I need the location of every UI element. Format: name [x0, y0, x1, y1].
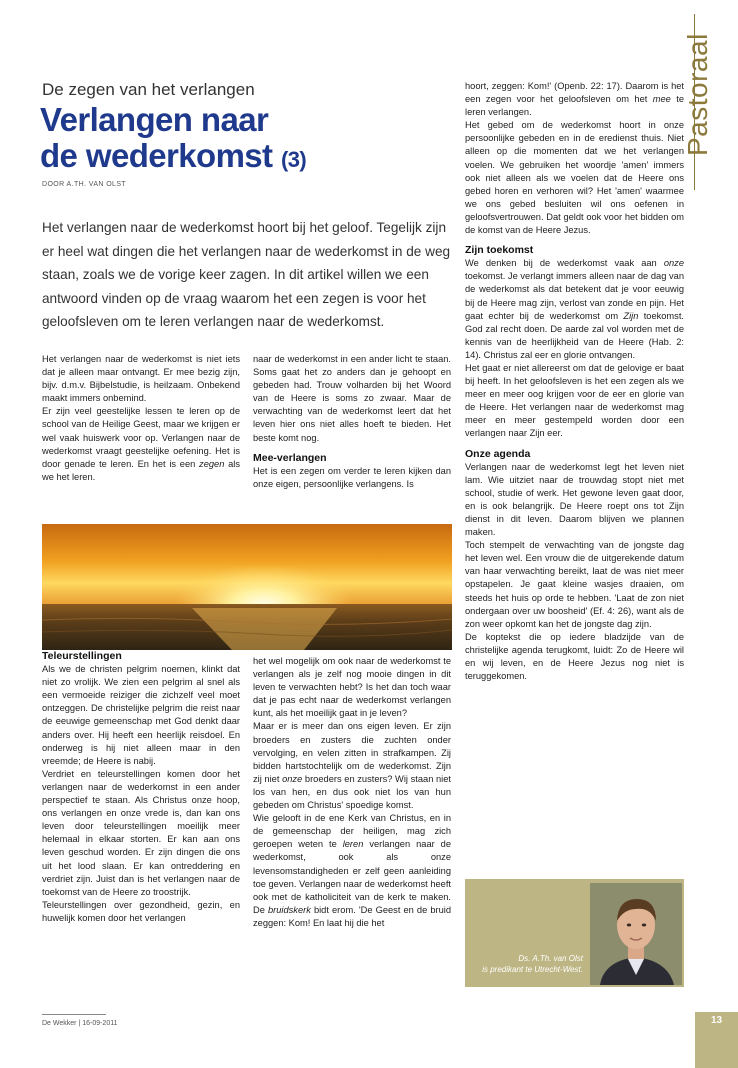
title-line-2-text: de wederkomst: [40, 137, 273, 174]
paragraph: het wel mogelijk om ook naar de wederkomst te verlangen als je zelf nog mooie dingen in dit leven te verwachten hebt? Is het dan toch waar dat je pas echt naar de wederkomst verlangen kunt, als het moeilijk gaat in je leven?: [253, 656, 451, 719]
sunset-illustration: [42, 524, 452, 650]
text: toekomst. God zal recht doen. De aarde zal vol worden met de kennis van de heerlijkheid van de Heere (Hab. 2: 14). Christus zal eer en glorie ontvangen.: [465, 310, 684, 360]
paragraph: Toch stempelt de verwachting van de jongste dag het leven wel. Een vrouw die de uitgerekende datum van haar verwachting bereikt, laat de was niet meer opstapelen. Je gaat kleine wasjes draaien, om steeds het huis op orde te hebben. 'Laat de zon niet ondergaan over uw boosheid' (Ef. 4: 26), want als de zon weer opkomt kan het de jongste dag zijn.: [465, 540, 684, 629]
text: verlangen naar de wederkomst, ook als onze levensomstandigheden er zelf geen aanleiding toe geven. Verlangen naar de wederkomst heeft ook met de katholiciteit van de kerk te maken. De: [253, 839, 451, 915]
text: We denken bij de wederkomst vaak aan: [465, 258, 664, 269]
author-name: Ds. A.Th. van Olst: [518, 954, 583, 963]
text: hoort, zeggen: Kom!' (Openb. 22: 17). Daarom is het een zegen voor het geloofsleven om het: [465, 81, 684, 105]
paragraph: [465, 257, 684, 362]
text: Er zijn veel geestelijke lessen te leren op de school van de Heilige Geest, maar we krijgen er wel vaak huiswerk voor op. Verlangen naar de wederkomst vraagt geestelijke oefening. Het is door genade te leren. En het is een: [42, 406, 240, 469]
paragraph: Het is een zegen om verder te leren kijken dan onze eigen, persoonlijke verlangens. Is: [253, 465, 451, 489]
footer-publication: De Wekker | 16-09-2011: [42, 1020, 118, 1027]
emphasis: mee: [652, 94, 671, 105]
subheading-zijn-toekomst: Zijn toekomst: [465, 244, 534, 257]
subheading-onze-agenda: Onze agenda: [465, 447, 531, 460]
paragraph: [253, 812, 451, 930]
author-role: is predikant te Utrecht-West.: [482, 965, 583, 974]
emphasis: onze: [282, 773, 303, 784]
paragraph: Verlangen naar de wederkomst legt het leven niet lam. Wie uitziet naar de trouwdag stopt niet met school, studie of werk. Het gewone leven gaat door, en is ook belangrijk. De Heere roept ons tot Zijn dienst in dit leven. Daarom blijven we plannen maken.: [465, 461, 684, 538]
byline: DOOR A.TH. VAN OLST: [42, 181, 127, 188]
subheading-teleurstellingen: Teleurstellingen: [42, 650, 122, 662]
paragraph: naar de wederkomst in een ander licht te staan. Soms gaat het zo anders dan je gehoopt en gebeden had. Trouw volharden bij het Woord van de Heere is soms zo zwaar. Maar de verwachting van de wederkomst leert dat het leven hier ons niet alles hoeft te bieden. Het beste komt nog.: [253, 354, 451, 443]
text: te leren verlangen.: [465, 94, 684, 118]
text: Maar er is meer dan ons eigen leven. Er zijn broeders en zusters die zuchten onder vervolging, en velen zitten in strafkampen. Zij bidden hartstochtelijk om de wederkomst. Zijn zij niet: [253, 721, 451, 784]
text: als we het leren.: [42, 458, 241, 482]
author-caption: [468, 953, 583, 975]
column-3: [465, 80, 684, 683]
paragraph: Verdriet en teleurstellingen komen door het verlangen naar de wederkomst in een ander perspectief te staan. Als Christus onze hoop, ons verlangen en onze vrede is, dan kan ons leven door teleurstellingen moeilijk meer helemaal in elkaar storten. Er kan aan ons leven geschud worden. Er zijn dingen die ons uit het lood slaan. Er kan ontreddering en verdriet zijn. Juist dan is het verlangen naar de toekomst van de Heere zo troostrijk.: [42, 768, 240, 897]
paragraph: Teleurstellingen over gezondheid, gezin, en huwelijk komen door het verlangen: [42, 899, 240, 923]
title-number: (3): [281, 147, 307, 172]
text: broeders en zusters? Wij staan niet los van hen, en dus ook niet los van hun gebeden om Christus' spoedige komst.: [253, 773, 452, 811]
text: Wie gelooft in de ene Kerk van Christus, en in de gemeenschap der heiligen, mag zich geroepen weten te: [253, 813, 451, 850]
portrait-illustration: [590, 883, 682, 985]
title-line-1: Verlangen naar: [40, 101, 269, 138]
paragraph: Het gaat er niet allereerst om dat de gelovige er baat bij heeft. In het geloofsleven is het een zegen als we meer en meer oog krijgen voor de eer en glorie van de Heere. Het verlangen naar de wederkomst mag meer en meer gestempeld worden door een verlangen naar Zijn eer.: [465, 362, 684, 439]
emphasis: zegen: [199, 458, 225, 469]
sunset-photo: [42, 524, 452, 650]
paragraph: Het gebed om de wederkomst hoort in onze persoonlijke gebeden en in de eredienst thuis. Niet alleen op die momenten dat we het verlangen voelen. We gebruiken het woordje 'amen' immers ook niet alleen als we voelen dat de Heere ons gebed horen en verhoren wil? Het 'amen' waarmee we ons gebed besluiten wil ons oefenen in geloofsvertrouwen. Dat geldt ook voor het bidden om de komst van de Heere Jezus.: [465, 120, 684, 236]
emphasis: leren: [342, 839, 364, 850]
paragraph: Als we de christen pelgrim noemen, klinkt dat niet zo vrolijk. We zien een pelgrim al snel als een vermoeide reiziger die zichzelf veel moet ontzeggen. De christelijke pelgrim die reist naar de eeuwige gemeenschap met God denkt daar anders over. Hij heeft een heerlijk reisdoel. En onderweg is hij niet alleen maar in den vreemde; de Heere is nabij.: [42, 664, 240, 766]
article-title: [40, 102, 306, 178]
paragraph: Het verlangen naar de wederkomst is niet iets dat je alleen maar ontvangt. Er mee bezig zijn, bijv. d.m.v. Bijbelstudie, is heilzaam. Onbekend maakt immers onbemind.: [42, 354, 240, 404]
paragraph: [42, 405, 240, 484]
paragraph: [465, 80, 684, 119]
emphasis: bruidskerk: [267, 904, 311, 915]
column-2-lower: [253, 655, 451, 930]
emphasis: Zijn: [623, 310, 639, 321]
paragraph: [253, 720, 451, 812]
title-line-2: [40, 138, 306, 178]
author-portrait: [590, 883, 682, 985]
text: toekomst. Je verlangt immers alleen naar de dag van de wederkomst als dat betekent dat je voor eeuwig bij de Heere mag zijn, verlost van zonde en pijn. Het gaat echter bij de wederkomst om: [465, 271, 684, 321]
column-1-lower: [42, 650, 240, 925]
column-2-upper: [253, 353, 451, 491]
article-kicker: De zegen van het verlangen: [42, 80, 255, 99]
column-1-upper: [42, 353, 240, 484]
lead-paragraph: Het verlangen naar de wederkomst hoort bij het geloof. Tegelijk zijn er heel wat dingen die het verlangen naar de wederkomst in de weg staan, zoals we de vorige keer zagen. In dit artikel willen we een antwoord vinden op de vraag waarom het een zegen is voor het geloofsleven om te leren verlangen naar de wederkomst.: [42, 220, 451, 329]
emphasis: onze: [663, 258, 684, 269]
paragraph: De koptekst die op iedere bladzijde van de christelijke agenda terugkomt, luidt: Zo de Heere wil en wij leven, en de Heere Jezus nog niet is teruggekomen.: [465, 631, 684, 682]
subheading-mee-verlangen: Mee-verlangen: [253, 451, 327, 464]
footer-rule: [42, 1014, 106, 1015]
page-number: 13: [710, 1015, 723, 1026]
text: bidt erom. 'De Geest en de bruid zeggen: Kom! En laat hij die het: [253, 904, 451, 928]
section-label: Pastoraal: [682, 33, 713, 156]
